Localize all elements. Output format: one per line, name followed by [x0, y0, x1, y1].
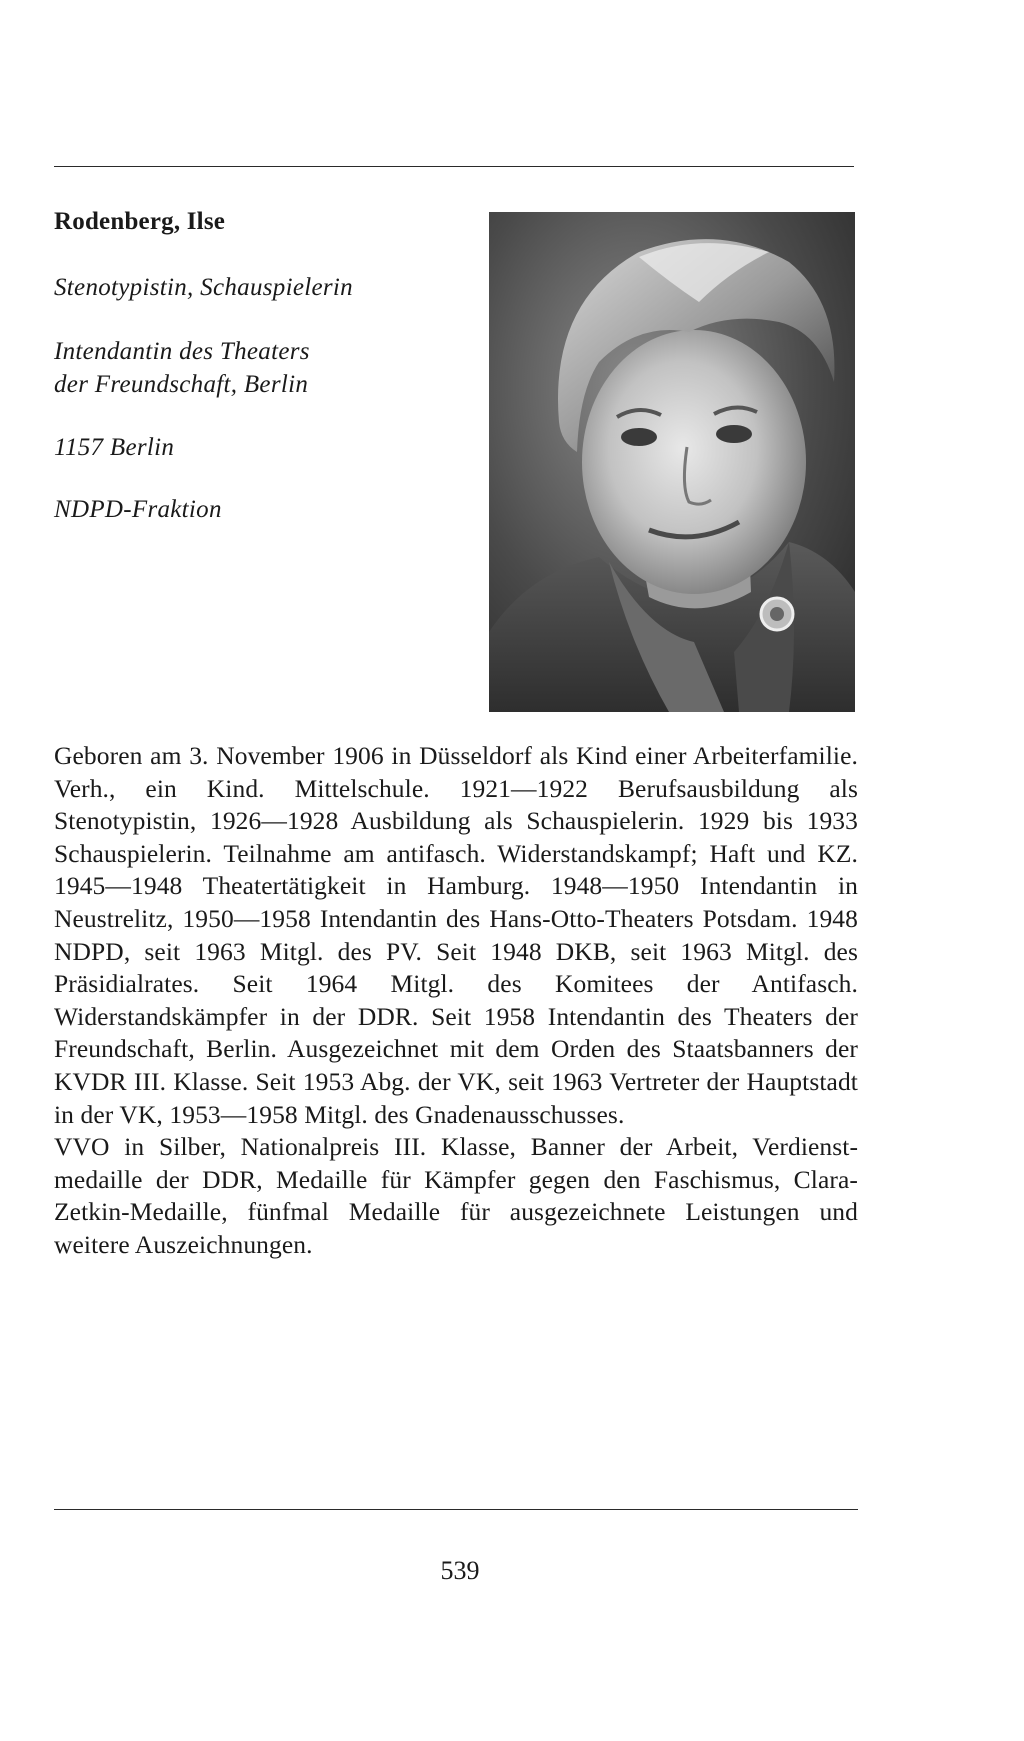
bottom-rule — [54, 1509, 858, 1510]
position-line-1: Intendantin des Theaters — [54, 338, 310, 365]
position-line-2: der Freundschaft, Berlin — [54, 371, 309, 398]
biography — [54, 740, 858, 1262]
biography-paragraph: Geboren am 3. November 1906 in Düsseldorf als Kind einer Arbeiterfamilie. Verh., ein Kind. Mittelschule. 1921—1922 Berufsausbildung als Stenotypistin, 1926—1928 Ausbildung als Schauspielerin. 1929 bis 1933 Schauspielerin. Teilnahme am antifasch. Widerstandskampf; Haft und KZ. 1945—1948 Theatertätigkeit in Hamburg. 1948—1950 Intendantin in Neustrelitz, 1950—1958 Intendantin des Hans-Otto-Theaters Potsdam. 1948 NDPD, seit 1963 Mitgl. des PV. Seit 1948 DKB, seit 1963 Mitgl. des Präsidialrates. Seit 1964 Mitgl. des Komitees der Antifasch. Widerstandskämpfer in der DDR. Seit 1958 Intendantin des Theaters der Freundschaft, Berlin. Ausgezeichnet mit dem Orden des Staatsbanners der KVDR III. Klasse. Seit 1953 Abg. der VK, seit 1963 Vertreter der Hauptstadt in der VK, 1953—1958 Mitgl. des Gnadenausschusses. — [54, 741, 858, 1129]
portrait-photo — [489, 212, 855, 712]
occupation: Stenotypistin, Schauspielerin — [54, 274, 353, 301]
biography-awards-paragraph: VVO in Silber, Nationalpreis III. Klasse, Banner der Arbeit, Verdienstmedaille der DDR, Medaille für Kämpfer gegen den Faschismus, Clara-Zetkin-Medaille, fünfmal Medaille für ausgezeichnete Leistungen und weitere Auszeichnungen. — [54, 1132, 858, 1259]
top-rule — [54, 166, 854, 167]
page-number: 539 — [440, 1556, 480, 1585]
faction: NDPD-Fraktion — [54, 496, 222, 523]
person-name: Rodenberg, Ilse — [54, 208, 226, 235]
address: 1157 Berlin — [54, 434, 175, 461]
